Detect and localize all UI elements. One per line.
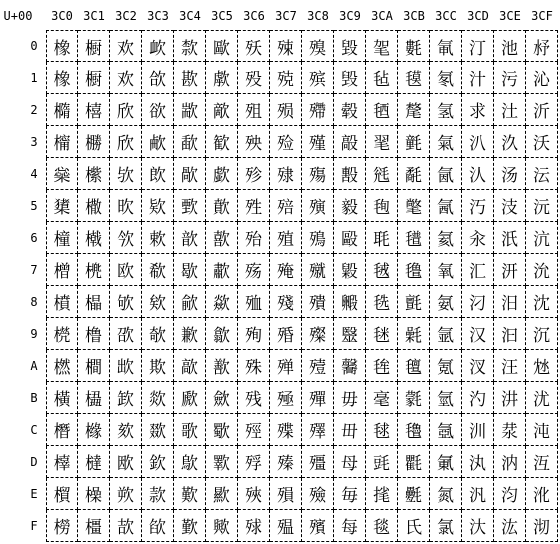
glyph-cell: 橲	[78, 94, 110, 126]
glyph-cell: 欪	[110, 350, 142, 382]
glyph-cell: 氅	[398, 190, 430, 222]
glyph-cell: 殕	[270, 190, 302, 222]
glyph-cell: 殨	[302, 286, 334, 318]
glyph-cell: 歕	[206, 190, 238, 222]
row-header: E	[30, 487, 38, 501]
glyph-cell: 殌	[238, 414, 270, 446]
glyph-cell: 殅	[238, 190, 270, 222]
glyph-cell: 毅	[334, 190, 366, 222]
glyph-cell: 氊	[398, 350, 430, 382]
column-header: 3C9	[339, 9, 361, 23]
glyph-cell: 汋	[462, 382, 494, 414]
glyph-cell: 殭	[302, 446, 334, 478]
glyph-cell: 欶	[142, 222, 174, 254]
glyph-cell: 氈	[398, 286, 430, 318]
glyph-cell: 歑	[206, 62, 238, 94]
glyph-cell: 殎	[238, 478, 270, 510]
glyph-cell: 汌	[462, 414, 494, 446]
glyph-cell: 殚	[270, 350, 302, 382]
glyph-cell: 汢	[494, 94, 526, 126]
glyph-cell: 毊	[334, 350, 366, 382]
glyph-cell: 橤	[46, 158, 78, 190]
glyph-cell: 毧	[366, 254, 398, 286]
glyph-cell: 殦	[302, 222, 334, 254]
glyph-cell: 殖	[270, 222, 302, 254]
glyph-cell: 汀	[462, 30, 494, 62]
glyph-cell: 殥	[302, 190, 334, 222]
glyph-cell: 橹	[78, 318, 110, 350]
glyph-cell: 欸	[142, 286, 174, 318]
glyph-cell: 毆	[334, 222, 366, 254]
glyph-cell: 氉	[398, 318, 430, 350]
glyph-cell: 汉	[462, 318, 494, 350]
column-header: 3C5	[211, 9, 233, 23]
glyph-cell: 沈	[526, 286, 558, 318]
glyph-cell: 殃	[238, 126, 270, 158]
glyph-cell: 橱	[78, 62, 110, 94]
glyph-cell: 欴	[142, 158, 174, 190]
glyph-cell: 毈	[334, 286, 366, 318]
glyph-cell: 欢	[110, 30, 142, 62]
glyph-cell: 殆	[238, 222, 270, 254]
glyph-cell: 欩	[110, 318, 142, 350]
glyph-cell: 汎	[462, 478, 494, 510]
glyph-cell: 殘	[270, 286, 302, 318]
glyph-cell: 汪	[494, 350, 526, 382]
glyph-cell: 沆	[526, 222, 558, 254]
column-header: 3CC	[435, 9, 457, 23]
glyph-cell: 欢	[110, 62, 142, 94]
glyph-cell: 沊	[526, 350, 558, 382]
glyph-cell: 毩	[366, 318, 398, 350]
glyph-cell: 歅	[174, 190, 206, 222]
glyph-cell: 欼	[142, 414, 174, 446]
glyph-cell: 欻	[142, 382, 174, 414]
glyph-cell: 沍	[526, 446, 558, 478]
glyph-cell: 殇	[238, 254, 270, 286]
glyph-cell: 歉	[174, 318, 206, 350]
column-header: 3CE	[499, 9, 521, 23]
row-header: 1	[30, 71, 38, 85]
glyph-cell: 残	[238, 382, 270, 414]
glyph-cell: 殈	[238, 286, 270, 318]
glyph-cell: 汫	[494, 382, 526, 414]
glyph-cell: 欨	[110, 286, 142, 318]
column-header: 3CA	[371, 9, 393, 23]
glyph-cell: 氀	[398, 30, 430, 62]
glyph-cell: 橣	[46, 126, 78, 158]
glyph-cell: 歝	[206, 446, 238, 478]
column-header: 3CB	[403, 9, 425, 23]
glyph-cell: 氃	[398, 126, 430, 158]
glyph-cell: 橺	[78, 350, 110, 382]
glyph-cell: 毄	[334, 158, 366, 190]
glyph-cell: 毂	[334, 94, 366, 126]
glyph-cell: 歃	[174, 126, 206, 158]
glyph-cell: 氤	[430, 158, 462, 190]
glyph-cell: 歈	[174, 286, 206, 318]
glyph-cell: 殏	[238, 510, 270, 542]
glyph-cell: 殂	[238, 94, 270, 126]
glyph-cell: 歒	[206, 94, 238, 126]
glyph-cell: 欤	[110, 158, 142, 190]
glyph-cell: 橭	[46, 446, 78, 478]
glyph-cell: 沏	[526, 510, 558, 542]
glyph-cell: 殑	[270, 62, 302, 94]
glyph-cell: 毦	[366, 222, 398, 254]
glyph-cell: 毬	[366, 414, 398, 446]
glyph-cell: 橦	[46, 222, 78, 254]
glyph-cell: 歄	[174, 158, 206, 190]
glyph-cell: 橱	[78, 30, 110, 62]
glyph-cell: 歙	[206, 318, 238, 350]
glyph-cell: 每	[334, 510, 366, 542]
glyph-cell: 毇	[334, 254, 366, 286]
row-header: 7	[30, 263, 38, 277]
row-header: C	[30, 423, 38, 437]
glyph-cell: 欮	[110, 478, 142, 510]
glyph-cell: 氪	[430, 350, 462, 382]
glyph-cell: 欧	[110, 254, 142, 286]
glyph-cell: 毣	[366, 126, 398, 158]
glyph-cell: 橴	[78, 158, 110, 190]
column-header: 3CD	[467, 9, 489, 23]
glyph-cell: 氏	[398, 510, 430, 542]
glyph-cell: 沂	[526, 94, 558, 126]
glyph-cell: 欫	[110, 382, 142, 414]
glyph-cell: 歜	[206, 414, 238, 446]
glyph-cell: 歞	[206, 478, 238, 510]
glyph-cell: 歋	[174, 382, 206, 414]
glyph-cell: 橫	[46, 382, 78, 414]
glyph-cell: 汇	[462, 254, 494, 286]
glyph-cell: 歎	[174, 478, 206, 510]
glyph-cell: 池	[494, 30, 526, 62]
glyph-cell: 毋	[334, 382, 366, 414]
glyph-cell: 欰	[142, 30, 174, 62]
glyph-cell: 汭	[494, 446, 526, 478]
row-header: 0	[30, 39, 38, 53]
glyph-cell: 沉	[526, 318, 558, 350]
glyph-cell: 汈	[462, 286, 494, 318]
glyph-cell: 橯	[46, 510, 78, 542]
glyph-cell: 橻	[78, 382, 110, 414]
glyph-cell: 殗	[270, 254, 302, 286]
glyph-cell: 沀	[526, 30, 558, 62]
glyph-cell: 歆	[174, 222, 206, 254]
glyph-cell: 殜	[270, 414, 302, 446]
glyph-cell: 歓	[206, 126, 238, 158]
glyph-cell: 母	[334, 446, 366, 478]
row-header: 6	[30, 231, 38, 245]
glyph-cell: 汮	[494, 478, 526, 510]
glyph-cell: 橢	[46, 94, 78, 126]
glyph-cell: 汤	[494, 158, 526, 190]
glyph-cell: 殓	[270, 126, 302, 158]
glyph-cell: 汆	[462, 222, 494, 254]
glyph-cell: 歖	[206, 222, 238, 254]
column-header: 3CF	[531, 9, 553, 23]
glyph-cell: 殊	[238, 350, 270, 382]
glyph-cell: 汣	[494, 126, 526, 158]
row-header: B	[30, 391, 38, 405]
glyph-cell: 汏	[462, 510, 494, 542]
glyph-cell: 欺	[142, 350, 174, 382]
glyph-cell: 殤	[302, 158, 334, 190]
glyph-cell: 殛	[270, 382, 302, 414]
glyph-cell: 氮	[430, 478, 462, 510]
column-header: 3C1	[83, 9, 105, 23]
glyph-cell: 橮	[46, 478, 78, 510]
glyph-cell: 歟	[206, 510, 238, 542]
glyph-cell: 氆	[398, 222, 430, 254]
glyph-cell: 橡	[46, 62, 78, 94]
glyph-cell: 殍	[238, 446, 270, 478]
glyph-cell: 歘	[206, 286, 238, 318]
glyph-cell: 氠	[430, 30, 462, 62]
glyph-cell: 毉	[334, 318, 366, 350]
glyph-cell: 欯	[110, 510, 142, 542]
glyph-cell: 歍	[174, 446, 206, 478]
glyph-cell: 氨	[430, 286, 462, 318]
glyph-cell: 氧	[430, 254, 462, 286]
glyph-cell: 歁	[174, 62, 206, 94]
glyph-cell: 氂	[398, 94, 430, 126]
glyph-cell: 欳	[142, 126, 174, 158]
glyph-cell: 橶	[78, 222, 110, 254]
glyph-cell: 汨	[494, 286, 526, 318]
row-header: D	[30, 455, 38, 469]
glyph-cell: 橥	[46, 190, 78, 222]
row-header: 8	[30, 295, 38, 309]
glyph-cell: 沃	[526, 126, 558, 158]
glyph-cell: 氇	[398, 254, 430, 286]
glyph-cell: 氩	[430, 318, 462, 350]
glyph-cell: 毪	[366, 350, 398, 382]
glyph-cell: 殬	[302, 414, 334, 446]
glyph-cell: 欵	[142, 190, 174, 222]
corner-label: U+00	[3, 9, 33, 23]
glyph-cell: 欿	[142, 510, 174, 542]
glyph-cell: 殮	[302, 478, 334, 510]
glyph-cell: 汄	[462, 158, 494, 190]
glyph-cell: 氣	[430, 126, 462, 158]
glyph-cell: 橨	[46, 286, 78, 318]
glyph-cell: 沋	[526, 382, 558, 414]
row-header: 3	[30, 135, 38, 149]
glyph-cell: 歚	[206, 350, 238, 382]
glyph-cell: 毯	[366, 510, 398, 542]
glyph-cell: 歐	[206, 30, 238, 62]
glyph-cell: 款	[142, 478, 174, 510]
glyph-cell: 欦	[110, 222, 142, 254]
row-header: 5	[30, 199, 38, 213]
glyph-cell: 汍	[462, 446, 494, 478]
glyph-cell: 求	[462, 94, 494, 126]
glyph-cell: 氫	[430, 382, 462, 414]
glyph-cell: 欱	[142, 62, 174, 94]
row-header: 2	[30, 103, 38, 117]
column-header: 3C2	[115, 9, 137, 23]
glyph-cell: 歗	[206, 254, 238, 286]
glyph-cell: 殟	[270, 510, 302, 542]
glyph-cell: 毠	[366, 30, 398, 62]
glyph-cell: 橧	[46, 254, 78, 286]
row-header: F	[30, 519, 38, 533]
glyph-cell: 殁	[238, 62, 270, 94]
glyph-cell: 氯	[430, 510, 462, 542]
glyph-cell: 氌	[398, 414, 430, 446]
glyph-cell: 沄	[526, 158, 558, 190]
glyph-cell: 殐	[270, 30, 302, 62]
glyph-cell: 欭	[110, 446, 142, 478]
row-header: 4	[30, 167, 38, 181]
glyph-cell: 殩	[302, 318, 334, 350]
glyph-cell: 歂	[174, 94, 206, 126]
glyph-cell: 殯	[302, 510, 334, 542]
glyph-cell: 欣	[110, 94, 142, 126]
glyph-cell: 毃	[334, 126, 366, 158]
glyph-cell: 毥	[366, 190, 398, 222]
glyph-cell: 橳	[78, 126, 110, 158]
glyph-cell: 氢	[430, 94, 462, 126]
glyph-cell: 欬	[110, 414, 142, 446]
glyph-cell: 毢	[366, 94, 398, 126]
glyph-cell: 橸	[78, 286, 110, 318]
glyph-cell: 殝	[270, 446, 302, 478]
glyph-cell: 殧	[302, 254, 334, 286]
glyph-cell: 殀	[238, 30, 270, 62]
column-header: 3C0	[51, 9, 73, 23]
glyph-cell: 橼	[78, 414, 110, 446]
glyph-cell: 殞	[270, 478, 302, 510]
glyph-cell: 氭	[430, 446, 462, 478]
glyph-cell: 氁	[398, 62, 430, 94]
glyph-cell: 汅	[462, 190, 494, 222]
glyph-cell: 沅	[526, 190, 558, 222]
glyph-cell: 橷	[78, 254, 110, 286]
glyph-cell: 氄	[398, 158, 430, 190]
glyph-cell: 橩	[46, 318, 78, 350]
glyph-cell: 殡	[302, 62, 334, 94]
glyph-cell: 歊	[174, 350, 206, 382]
glyph-cell: 殠	[302, 30, 334, 62]
column-header: 3C6	[243, 9, 265, 23]
glyph-cell: 汃	[462, 126, 494, 158]
glyph-cell: 歔	[206, 158, 238, 190]
glyph-cell: 殢	[302, 94, 334, 126]
glyph-cell: 殒	[270, 94, 302, 126]
glyph-cell: 歇	[174, 254, 206, 286]
row-header: 9	[30, 327, 38, 341]
glyph-cell: 毡	[366, 62, 398, 94]
glyph-cell: 殙	[270, 318, 302, 350]
glyph-cell: 橿	[78, 510, 110, 542]
glyph-cell: 汧	[494, 254, 526, 286]
glyph-cell: 氍	[398, 446, 430, 478]
glyph-cell: 殔	[270, 158, 302, 190]
glyph-cell: 欥	[110, 190, 142, 222]
glyph-cell: 氎	[398, 478, 430, 510]
column-header: 3C3	[147, 9, 169, 23]
glyph-cell: 汁	[462, 62, 494, 94]
glyph-cell: 殣	[302, 126, 334, 158]
glyph-cell: 氋	[398, 382, 430, 414]
glyph-cell: 毮	[366, 478, 398, 510]
glyph-cell: 汥	[494, 190, 526, 222]
glyph-cell: 污	[494, 62, 526, 94]
glyph-cell: 欽	[142, 446, 174, 478]
glyph-cell: 毀	[334, 30, 366, 62]
glyph-cell: 氥	[430, 190, 462, 222]
glyph-cell: 橽	[78, 446, 110, 478]
glyph-cell: 沁	[526, 62, 558, 94]
glyph-cell: 橬	[46, 414, 78, 446]
column-header: 3C8	[307, 9, 329, 23]
glyph-cell: 汬	[494, 414, 526, 446]
glyph-cell: 沇	[526, 254, 558, 286]
glyph-cell: 沎	[526, 478, 558, 510]
glyph-cell: 氬	[430, 414, 462, 446]
glyph-cell: 毫	[366, 382, 398, 414]
glyph-cell: 毭	[366, 446, 398, 478]
glyph-cell: 毌	[334, 414, 366, 446]
glyph-cell: 歌	[174, 414, 206, 446]
glyph-cell: 歛	[206, 382, 238, 414]
glyph-cell: 殫	[302, 382, 334, 414]
glyph-cell: 汩	[494, 318, 526, 350]
glyph-cell: 殄	[238, 158, 270, 190]
glyph-cell: 汊	[462, 350, 494, 382]
glyph-cell: 氡	[430, 62, 462, 94]
glyph-cell: 汦	[494, 222, 526, 254]
row-header: A	[30, 359, 38, 373]
glyph-cell: 欹	[142, 318, 174, 350]
column-header: 3C7	[275, 9, 297, 23]
glyph-cell: 橾	[78, 478, 110, 510]
glyph-cell: 橡	[46, 30, 78, 62]
glyph-cell: 毤	[366, 158, 398, 190]
glyph-cell: 歀	[174, 30, 206, 62]
glyph-cell: 欲	[142, 94, 174, 126]
glyph-cell: 橵	[78, 190, 110, 222]
column-header: 3C4	[179, 9, 201, 23]
glyph-cell: 沌	[526, 414, 558, 446]
glyph-cell: 汯	[494, 510, 526, 542]
glyph-cell: 毎	[334, 478, 366, 510]
glyph-cell: 欣	[110, 126, 142, 158]
glyph-cell: 氦	[430, 222, 462, 254]
glyph-cell: 殉	[238, 318, 270, 350]
glyph-cell: 歏	[174, 510, 206, 542]
glyph-cell: 毨	[366, 286, 398, 318]
glyph-cell: 欷	[142, 254, 174, 286]
glyph-cell: 殪	[302, 350, 334, 382]
glyph-cell: 毁	[334, 62, 366, 94]
glyph-cell: 橪	[46, 350, 78, 382]
